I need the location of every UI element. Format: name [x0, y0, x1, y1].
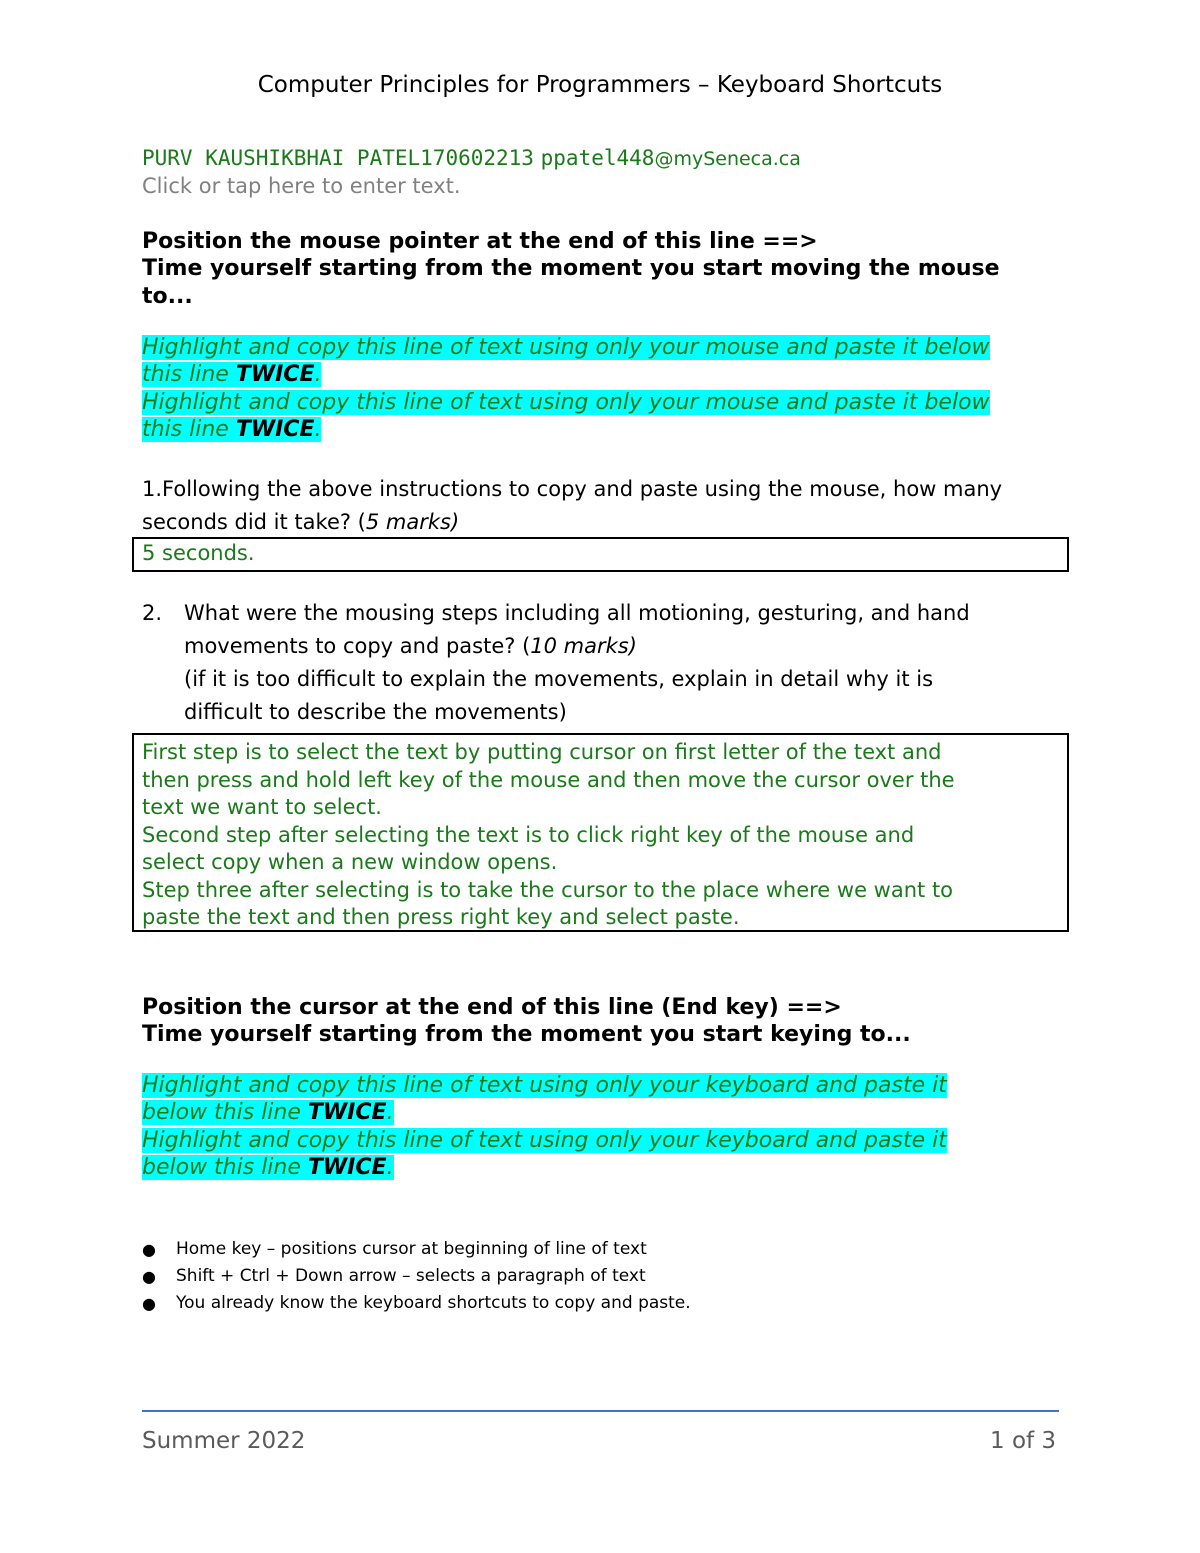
highlight-text: Highlight and copy this line of text using only your keyboard and paste it	[142, 1128, 947, 1153]
answer-2-box[interactable]	[132, 733, 1069, 932]
mouse-instruction-line3: to...	[142, 284, 193, 309]
twice-text: TWICE	[307, 1155, 387, 1180]
footer-term: Summer 2022	[142, 1428, 306, 1454]
mouse-highlight-block-1: Highlight and copy this line of text using only your mouse and paste it below this line TWICE.	[142, 335, 990, 387]
question-number: 1.	[142, 477, 163, 501]
footer-page-number: 1 of 3	[990, 1428, 1057, 1454]
student-id: 170602213	[420, 146, 534, 170]
answer-2-line: paste the text and then press right key and select paste.	[142, 905, 740, 929]
answer-2-line: select copy when a new window opens.	[142, 850, 558, 874]
question-2: 2. What were the mousing steps including all motioning, gesturing, and hand movements to copy and paste? (10 marks) (if it is too difficult to explain the movements, explain in detail why it is difficult to describe the movements)	[142, 601, 970, 724]
shortcut-list	[142, 1236, 691, 1317]
answer-2-line: First step is to select the text by putting cursor on first letter of the text and	[142, 740, 942, 764]
highlight-text: Highlight and copy this line of text using only your keyboard and paste it	[142, 1073, 947, 1098]
answer-1-text: 5 seconds.	[142, 541, 255, 565]
question-1: 1.Following the above instructions to copy and paste using the mouse, how many seconds did it take? (5 marks)	[142, 477, 1003, 534]
bullet-icon: ●	[142, 1294, 156, 1313]
answer-1-box[interactable]	[132, 537, 1069, 572]
highlight-text: below this line	[142, 1155, 308, 1180]
answer-2-line: then press and hold left key of the mouse and then move the cursor over the	[142, 767, 955, 792]
highlight-text: this line	[142, 417, 236, 442]
list-item: ● Home key – positions cursor at beginning of line of text	[142, 1236, 691, 1263]
marks: 10 marks)	[530, 634, 637, 658]
question-number: 2.	[142, 601, 163, 625]
text-placeholder-field[interactable]: Click or tap here to enter text.	[142, 174, 461, 198]
footer-divider	[142, 1410, 1059, 1412]
bullet-icon: ●	[142, 1240, 156, 1259]
highlight-text: this line	[142, 362, 236, 387]
keyboard-highlight-block-2: Highlight and copy this line of text using only your keyboard and paste it below this line TWICE.	[142, 1128, 947, 1180]
highlight-text: below this line	[142, 1100, 308, 1125]
twice-text: TWICE	[235, 362, 315, 387]
answer-2-line: Second step after selecting the text is to click right key of the mouse and	[142, 822, 915, 847]
keyboard-instruction-line1: Position the cursor at the end of this line (End key) ==>	[142, 995, 842, 1020]
answer-2-line: text we want to select.	[142, 795, 382, 819]
student-name: PURV KAUSHIKBHAI PATEL	[142, 146, 421, 170]
marks: 5 marks)	[365, 510, 460, 534]
twice-text: TWICE	[235, 417, 315, 442]
highlight-text: Highlight and copy this line of text using only your mouse and paste it below	[142, 390, 990, 415]
student-user: ppatel448	[540, 146, 655, 170]
mouse-instruction-line1: Position the mouse pointer at the end of this line ==>	[142, 229, 818, 254]
student-domain: @mySeneca.ca	[654, 148, 801, 170]
mouse-highlight-block-2: Highlight and copy this line of text using only your mouse and paste it below this line TWICE.	[142, 390, 990, 442]
page-header: Computer Principles for Programmers – Keyboard Shortcuts	[257, 72, 943, 98]
highlight-text: Highlight and copy this line of text using only your mouse and paste it below	[142, 335, 990, 360]
keyboard-instruction-line2: Time yourself starting from the moment you start keying to...	[142, 1022, 911, 1047]
bullet-icon: ●	[142, 1267, 156, 1286]
keyboard-highlight-block-1: Highlight and copy this line of text using only your keyboard and paste it below this line TWICE.	[142, 1073, 947, 1125]
twice-text: TWICE	[307, 1100, 387, 1125]
list-item: ● You already know the keyboard shortcuts to copy and paste.	[142, 1290, 691, 1317]
mouse-instruction-line2: Time yourself starting from the moment you start moving the mouse	[142, 256, 1000, 281]
student-info	[142, 146, 801, 170]
answer-2-line: Step three after selecting is to take the cursor to the place where we want to	[142, 877, 954, 902]
list-item: ● Shift + Ctrl + Down arrow – selects a paragraph of text	[142, 1263, 691, 1290]
